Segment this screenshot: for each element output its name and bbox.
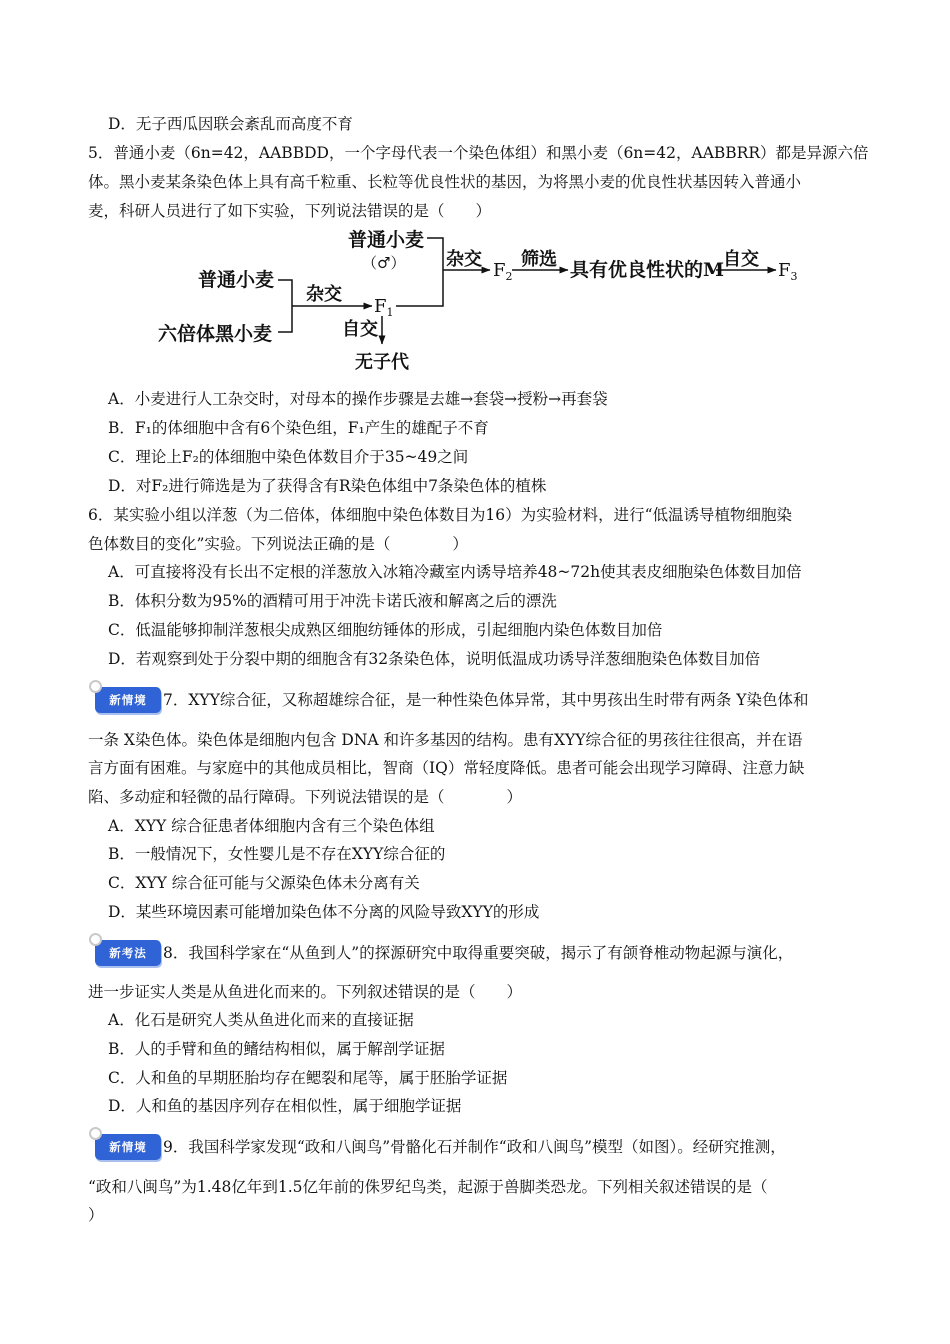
q8-stem-line-1: 8．我国科学家在“从鱼到人”的探源研究中取得重要突破，揭示了有颌脊椎动物起源与演化， bbox=[163, 944, 794, 962]
no-offspring-label: 无子代 bbox=[355, 352, 409, 373]
q6-option-b: B．体积分数为95%的酒精可用于冲洗卡诺氏液和解离之后的漂洗 bbox=[108, 592, 557, 610]
q7-option-a: A．XYY 综合征患者体细胞内含有三个染色体组 bbox=[108, 817, 435, 835]
q9-new-scenario-badge bbox=[95, 1134, 161, 1160]
q9-stem-line-2: “政和八闽鸟”为1.48亿年到1.5亿年前的侏罗纪鸟类，起源于兽脚类恐龙。下列相关叙述错误的是（ bbox=[88, 1178, 768, 1196]
q7-option-b: B．一般情况下，女性婴儿是不存在XYY综合征的 bbox=[108, 845, 446, 863]
q9-badge-text: 新情境 bbox=[109, 1140, 147, 1154]
parent-a-label: 普通小麦 bbox=[198, 269, 275, 291]
q8-new-method-badge bbox=[95, 940, 161, 966]
male-connector bbox=[427, 238, 443, 255]
q8-option-c: C．人和鱼的早期胚胎均存在鳃裂和尾等，属于胚胎学证据 bbox=[108, 1069, 508, 1087]
q5-stem-line-2: 体。黑小麦某条染色体上具有高千粒重、长粒等优良性状的基因，为将黑小麦的优良性状基因转入普通小 bbox=[88, 173, 802, 191]
q6-option-d: D．若观察到处于分裂中期的细胞含有32条染色体，说明低温成功诱导洋葱细胞染色体数目加倍 bbox=[108, 650, 761, 668]
q7-badge-text: 新情境 bbox=[109, 693, 147, 707]
q7-option-c: C．XYY 综合征可能与父源染色体未分离有关 bbox=[108, 874, 420, 892]
m-label: 具有优良性状的M bbox=[570, 259, 725, 281]
q6-option-a: A．可直接将没有长出不定根的洋葱放入冰箱冷藏室内诱导培养48~72h使其表皮细胞染色体数目加倍 bbox=[108, 563, 802, 581]
male-parent-label: 普通小麦 bbox=[348, 229, 425, 251]
f2-label: $F_2$ bbox=[493, 260, 513, 283]
self-1-label: 自交 bbox=[342, 319, 378, 340]
screen-label: 筛选 bbox=[521, 249, 557, 270]
cross-2-label: 杂交 bbox=[446, 249, 482, 270]
q9-stem-line-1: 9．我国科学家发现“政和八闽鸟”骨骼化石并制作“政和八闽鸟”模型（如图）。经研究推测， bbox=[163, 1138, 786, 1156]
q4-option-d: D．无子西瓜因联会紊乱而高度不育 bbox=[108, 115, 353, 133]
q7-stem-line-3: 言方面有困难。与家庭中的其他成员相比，智商（IQ）常轻度降低。患者可能会出现学习障碍、注意力缺 bbox=[88, 759, 805, 777]
q8-option-a: A．化石是研究人类从鱼进化而来的直接证据 bbox=[108, 1011, 414, 1029]
badge-ring-icon bbox=[89, 933, 102, 946]
f1-label: $F_1$ bbox=[374, 296, 394, 319]
q5-option-a: A．小麦进行人工杂交时，对母本的操作步骤是去雄→套袋→授粉→再套袋 bbox=[108, 390, 608, 408]
cross-1-bracket bbox=[278, 280, 292, 332]
q5-option-d: D．对F₂进行筛选是为了获得含有R染色体组中7条染色体的植株 bbox=[108, 477, 547, 495]
q8-option-d: D．人和鱼的基因序列存在相似性，属于细胞学证据 bbox=[108, 1097, 462, 1115]
badge-ring-icon bbox=[89, 1127, 102, 1140]
q9-stem-line-3: ） bbox=[88, 1206, 104, 1224]
cross-1-label: 杂交 bbox=[306, 284, 342, 305]
parent-b-label: 六倍体黑小麦 bbox=[158, 323, 273, 345]
q5-crossing-diagram bbox=[0, 222, 950, 377]
q8-badge-text: 新考法 bbox=[109, 946, 147, 960]
q7-stem-line-4: 陷、多动症和轻微的品行障碍。下列说法错误的是（ ） bbox=[88, 788, 523, 806]
q6-option-c: C．低温能够抑制洋葱根尖成熟区细胞纺锤体的形成，引起细胞内染色体数目加倍 bbox=[108, 621, 663, 639]
f3-label: $F_3$ bbox=[778, 260, 798, 283]
q6-stem-line-2: 色体数目的变化”实验。下列说法正确的是（ ） bbox=[88, 535, 468, 553]
q8-stem-line-2: 进一步证实人类是从鱼进化而来的。下列叙述错误的是（ ） bbox=[88, 983, 523, 1001]
q7-new-scenario-badge bbox=[95, 687, 161, 713]
q5-stem-line-3: 麦，科研人员进行了如下实验，下列说法错误的是（ ） bbox=[88, 202, 492, 220]
q6-stem-line-1: 6．某实验小组以洋葱（为二倍体，体细胞中染色体数目为16）为实验材料，进行“低温诱导植物细胞染 bbox=[88, 506, 793, 524]
male-symbol: （♂） bbox=[362, 254, 406, 272]
q7-stem-line-2: 一条 X染色体。染色体是细胞内包含 DNA 和许多基因的结构。患有XYY综合征的男孩往往很高，并在语 bbox=[88, 731, 803, 749]
badge-ring-icon bbox=[89, 680, 102, 693]
q8-option-b: B．人的手臂和鱼的鳍结构相似，属于解剖学证据 bbox=[108, 1040, 445, 1058]
self-2-label: 自交 bbox=[723, 249, 759, 270]
q5-option-c: C．理论上F₂的体细胞中染色体数目介于35~49之间 bbox=[108, 448, 469, 466]
q5-option-b: B．F₁的体细胞中含有6个染色组，F₁产生的雄配子不育 bbox=[108, 419, 489, 437]
q7-stem-line-1: 7．XYY综合征，又称超雄综合征，是一种性染色体异常，其中男孩出生时带有两条 Y染色体和 bbox=[163, 691, 809, 709]
q7-option-d: D．某些环境因素可能增加染色体不分离的风险导致XYY的形成 bbox=[108, 903, 540, 921]
q5-stem-line-1: 5．普通小麦（6n=42，AABBDD，一个字母代表一个染色体组）和黑小麦（6n=42，AABBRR）都是异源六倍 bbox=[88, 144, 869, 162]
